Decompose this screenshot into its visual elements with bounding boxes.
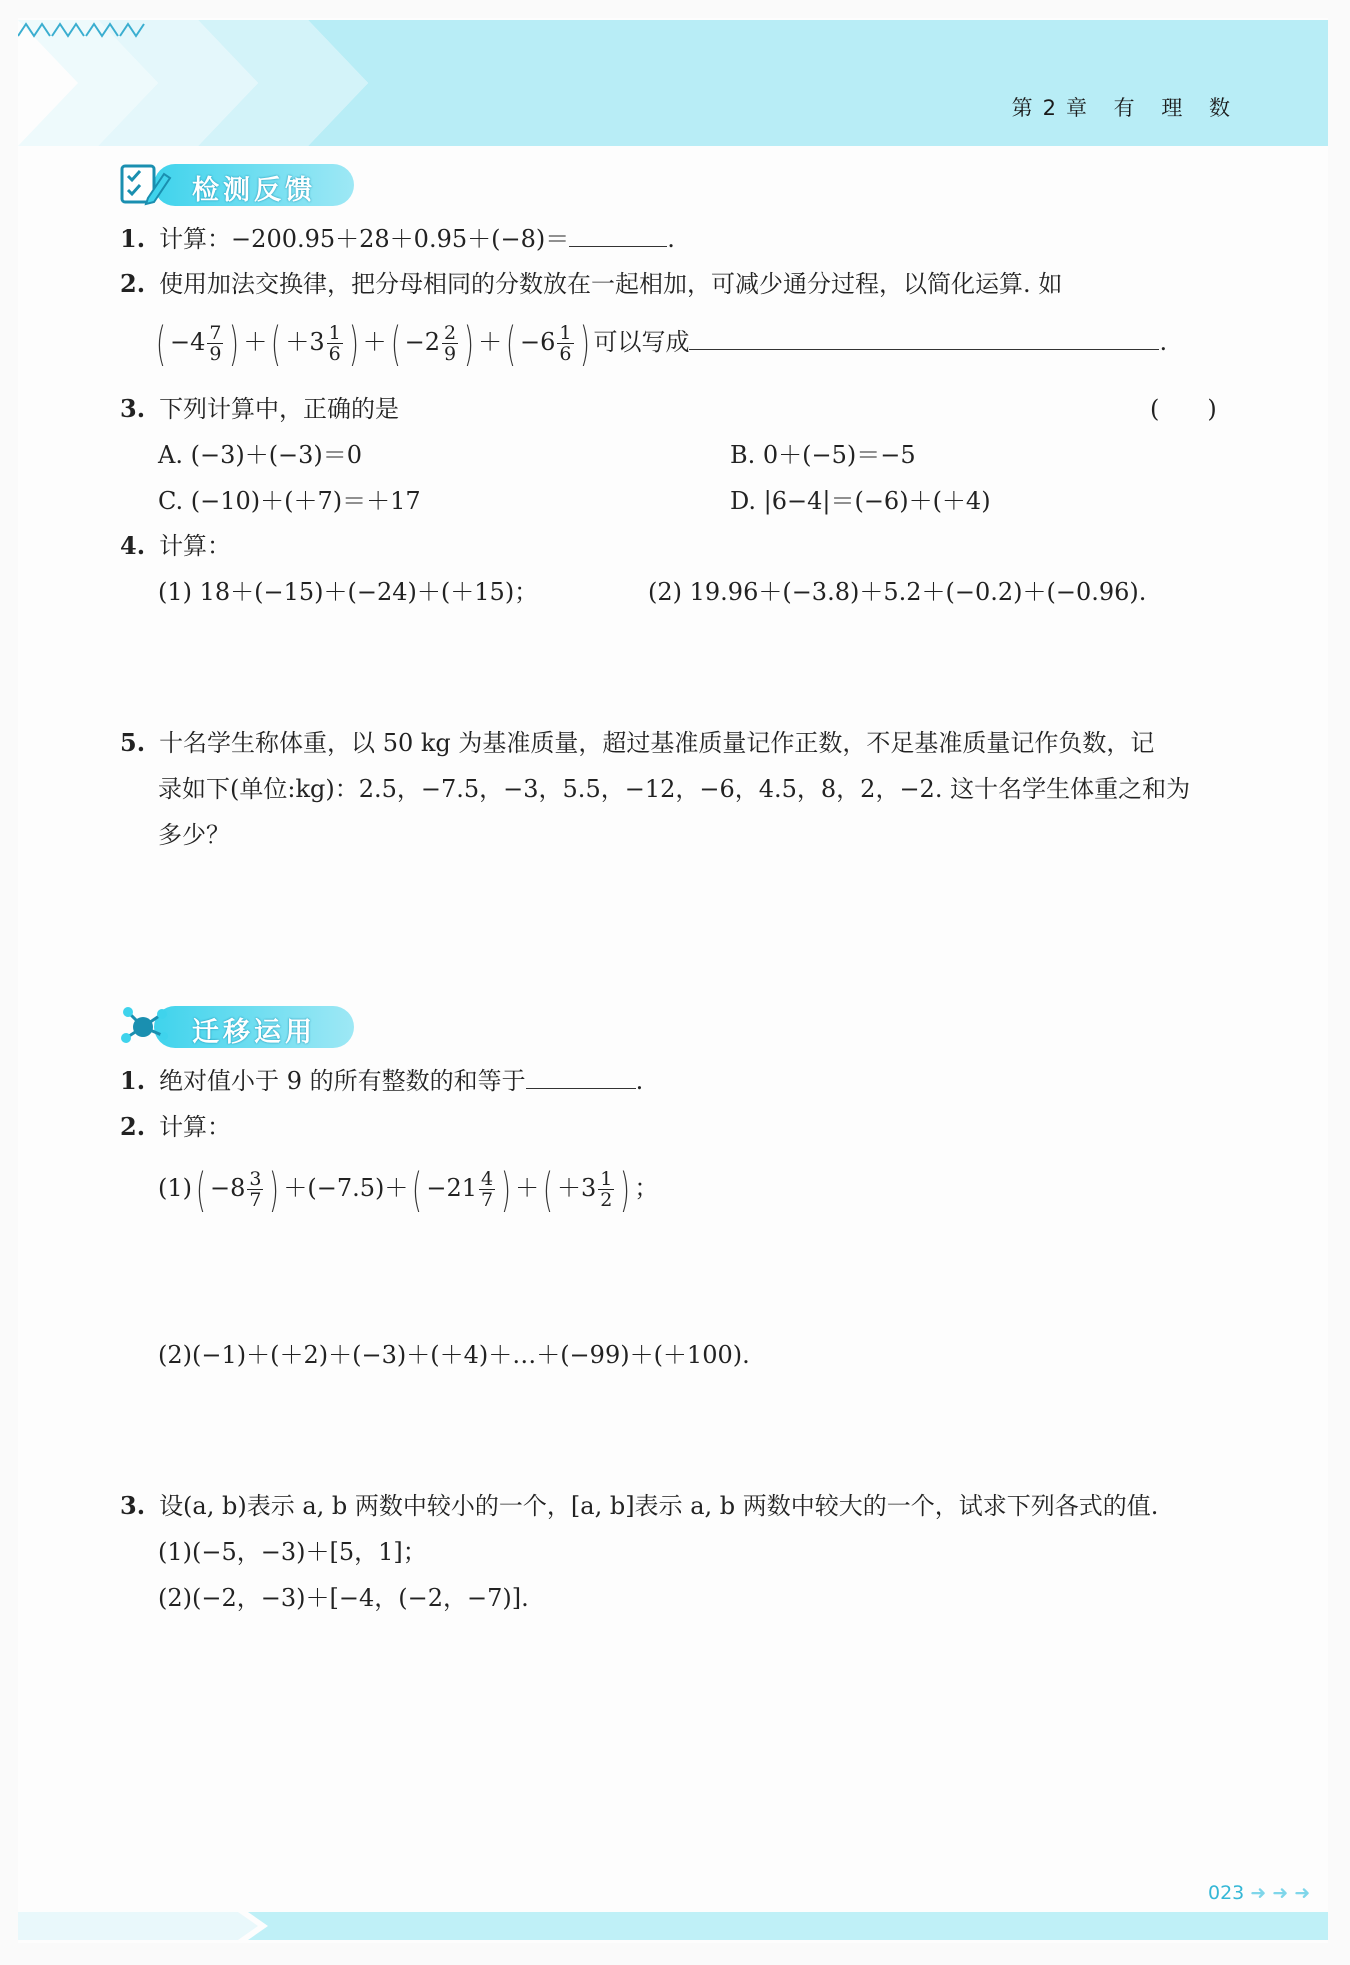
answer-blank — [569, 226, 667, 247]
section-title: 迁移运用 — [192, 1017, 316, 1048]
s1-question-2-expression: ( −4 $\frac{7}{9}$ ) ＋( ＋3 $\frac{1}{6}$ ) ＋( −2 $\frac{2}{9}$ ) ＋( −6 $\frac{1}{6}$ ) 可以写成 . — [156, 316, 1168, 371]
chapter-title: 第2章 有 理 数 — [1011, 96, 1240, 120]
answer-blank — [689, 329, 1159, 350]
fraction: $\frac{7}{9}$ — [209, 322, 222, 365]
fraction: $\frac{3}{7}$ — [249, 1168, 262, 1211]
header-triangles-icon — [18, 20, 148, 38]
option-b: B. 0＋(−5)＝−5 — [730, 441, 916, 469]
option-c: C. (−10)＋(＋7)＝＋17 — [158, 487, 421, 515]
s1-question-3: 3. 下列计算中，正确的是 — [120, 394, 400, 423]
fraction: $\frac{1}{6}$ — [328, 322, 341, 365]
s1-question-2: 2. 使用加法交换律，把分母相同的分数放在一起相加，可减少通分过程，以简化运算. 如 — [120, 269, 1063, 298]
s2-question-2-part-1: (1)( −8 $\frac{3}{7}$ ) ＋(−7.5)＋( −21 $\frac{4}{7}$ ) ＋( ＋3 $\frac{1}{2}$ ) ； — [158, 1162, 659, 1217]
section-tab-application — [118, 1002, 358, 1050]
s1-question-5-line-2: 录如下(单位:kg)：2.5，−7.5，−3，5.5，−12，−6，4.5，8，2，−2. 这十名学生体重之和为 — [158, 775, 1191, 803]
header-chevron-graphic — [18, 20, 1328, 146]
s1-question-4: 4. 计算： — [120, 531, 232, 560]
molecule-icon — [118, 1002, 178, 1052]
answer-blank — [526, 1068, 636, 1089]
footer-chevron-graphic — [18, 1912, 1328, 1940]
s1-question-5-line-3: 多少？ — [158, 821, 230, 849]
page — [18, 18, 1328, 1943]
section-title: 检测反馈 — [192, 175, 316, 206]
s2-question-3-part-2: (2)(−2，−3)＋[−4，(−2，−7)]. — [158, 1584, 529, 1612]
s1-question-4-part-1: (1) 18＋(−15)＋(−24)＋(＋15)； — [158, 578, 539, 606]
page-number: 023 ➜ ➜ ➜ — [1208, 1882, 1311, 1904]
s2-question-2: 2. 计算： — [120, 1112, 232, 1141]
chapter-header — [18, 20, 1328, 146]
fraction: $\frac{1}{2}$ — [600, 1168, 613, 1211]
option-a: A. (−3)＋(−3)＝0 — [158, 441, 363, 469]
s1-question-5: 5. 十名学生称体重，以 50 kg 为基准质量，超过基准质量记作正数，不足基准质量记作负数，记 — [120, 728, 1155, 757]
arrow-icon: ➜ ➜ ➜ — [1244, 1882, 1311, 1904]
s2-question-3: 3. 设(a, b)表示 a, b 两数中较小的一个，[a, b]表示 a, b 两数中较大的一个，试求下列各式的值. — [120, 1491, 1159, 1520]
s2-question-2-part-2: (2)(−1)＋(＋2)＋(−3)＋(＋4)＋…＋(−99)＋(＋100). — [158, 1341, 750, 1369]
s2-question-1: 1. 绝对值小于 9 的所有整数的和等于 . — [120, 1066, 644, 1095]
checklist-icon — [118, 160, 178, 210]
answer-parentheses: ( ) — [1150, 395, 1217, 423]
s1-question-4-part-2: (2) 19.96＋(−3.8)＋5.2＋(−0.2)＋(−0.96). — [648, 578, 1147, 606]
s1-question-1: 1. 计算：−200.95＋28＋0.95＋(−8)＝ . — [120, 224, 675, 253]
fraction: $\frac{4}{7}$ — [481, 1168, 494, 1211]
fraction: $\frac{1}{6}$ — [559, 322, 572, 365]
option-d: D. |6−4|＝(−6)＋(＋4) — [730, 487, 991, 515]
s2-question-3-part-1: (1)(−5，−3)＋[5，1]； — [158, 1538, 427, 1566]
fraction: $\frac{2}{9}$ — [444, 322, 457, 365]
section-tab-feedback — [118, 160, 358, 208]
